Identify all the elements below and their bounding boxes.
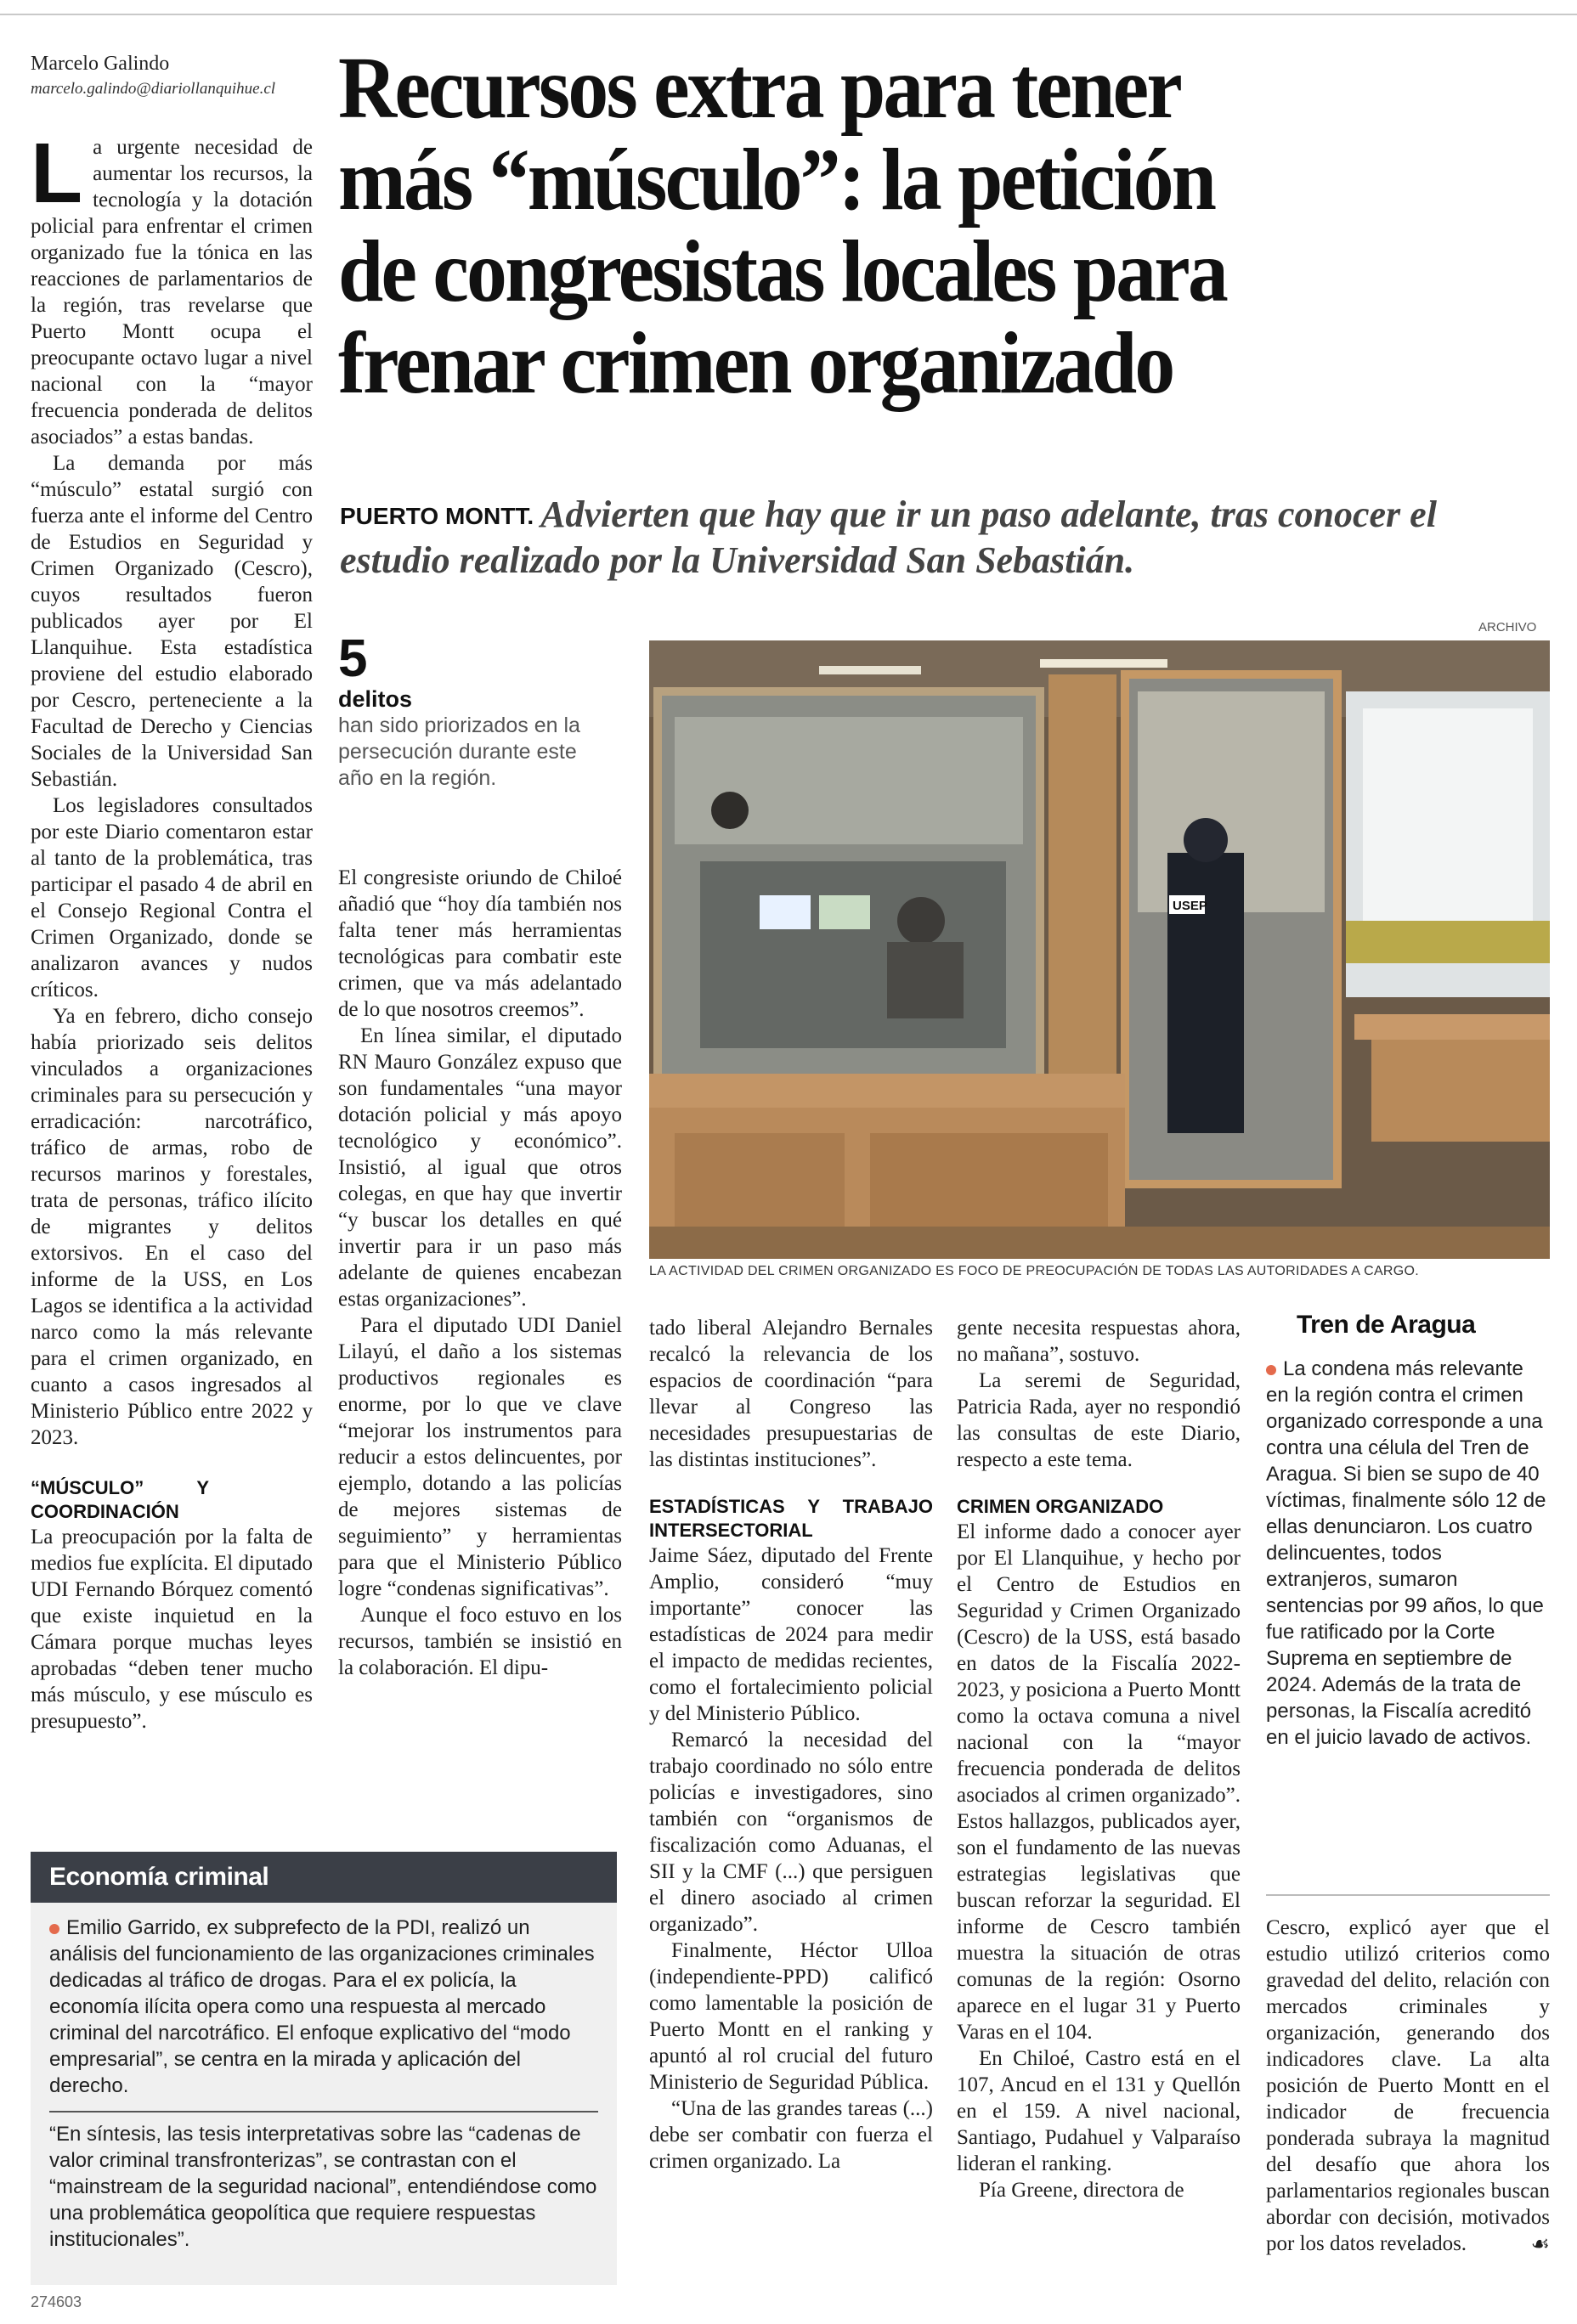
bullet-dot-icon (49, 1924, 59, 1934)
sidebar-tren-de-aragua (1266, 1308, 1550, 1751)
sidebar-economia-body (31, 1903, 617, 2099)
photo-caption: LA ACTIVIDAD DEL CRIMEN ORGANIZADO ES FOCO DE PREOCUPACIÓN DE TODAS LAS AUTORIDADES A CARGO. (649, 1264, 1420, 1278)
headline-line: frenar crimen organizado (338, 314, 1173, 412)
col1-subhead: “MÚSCULO” Y COORDINACIÓN (31, 1477, 209, 1522)
sidebar-economia-quote: “En síntesis, las tesis interpretativas sobre las “cadenas de valor criminal transfronterizas”, se contrastan con el “mainstream de la seguridad nacional”, entendiéndose como una problemática geopolítica que requiere respuestas institucionales”. (49, 2123, 597, 2251)
col2-paragraph: El congresiste oriundo de Chiloé añadió que “hoy día también nos falta tener más herramientas tecnológicas para combatir este crimen, que va más adelantado de lo que nosotros creemos”. (338, 866, 622, 1021)
column-2 (338, 865, 622, 1681)
col5-text: Cescro, explicó ayer que el estudio utilizó criterios como gravedad del delito, relación con mercados criminales y organización, generando dos indicadores clave. La alta posición de Puerto Montt en el indicador de frecuencia ponderada subraya la magnitud del desafío que ahora los parlamentarios regionales buscan abordar con decisión, motivados por los datos revelados. (1266, 1916, 1550, 2255)
column-1 (31, 126, 313, 1735)
deck-text: Advierten que hay que ir un paso adelante, tras conocer el estudio realizado por la Universidad San Sebastián. (340, 494, 1437, 581)
headline-line: Recursos extra para tener (338, 39, 1181, 137)
column-3 (649, 1315, 933, 2175)
deck-place: PUERTO MONTT. (340, 503, 534, 529)
sidebar-economia-rule (49, 2111, 598, 2112)
sidebar-economia-header (31, 1852, 617, 1903)
sidebar-economia-text: Emilio Garrido, ex subprefecto de la PDI, realizó un análisis del funcionamiento de las organizaciones criminales dedicadas al tráfico de drogas. Para el ex policía, la economía ilícita opera como una respuesta al mercado criminal del narcotráfico. El enfoque explicativo del “modo empresarial”, se centra en la mirada y aplicación del derecho. (49, 1916, 595, 2097)
vest-label: USEP (1173, 899, 1207, 913)
sidebar-tren-body (1266, 1356, 1550, 1751)
col4-paragraph: La seremi de Seguridad, Patricia Rada, ayer no respondió las consultas de este Diario, respecto a este tema. (957, 1369, 1241, 1471)
page-code: 274603 (31, 2293, 82, 2310)
top-rule (0, 14, 1577, 15)
col2-paragraph: Para el diputado UDI Daniel Lilayú, el daño a los sistemas productivos regionales es enorme, por lo que ve clave “mejorar los instrumentos para reducir a estos delincuentes, por ejemplo, dotando a las policías de mejores sistemas de seguimiento” y herramientas para que el Ministerio Público logre “condenas significativas”. (338, 1314, 622, 1600)
sidebar-tren-title: Tren de Aragua (1297, 1311, 1476, 1339)
sidebar-economia-title: Economía criminal (49, 1863, 269, 1891)
col4-paragraph: El informe dado a conocer ayer por El Llanquihue, y hecho por el Centro de Estudios en Seguridad y Crimen Organizado (Cescro) de la USS, está basado en datos de la Fiscalía 2022-2023, y posiciona a Puerto Montt como la octava comuna a nivel nacional con la “mayor frecuencia ponderada de delitos asociados al crimen organizado”. Estos hallazgos, publicados ayer, son el fundamento de las nuevas estrategias legislativas que buscan reforzar la seguridad. El informe de Cescro también muestra la situación de otras comunas de la región: Osorno aparece en el lugar 31 y Puerto Varas en el 104. (957, 1520, 1241, 2044)
col1-paragraph: a urgente necesidad de aumentar los recursos, la tecnología y la dotación policial para enfrentar el crimen organizado fue la tónica en las reacciones de parlamentarios de la región, tras revelarse que Puerto Montt ocupa el preocupante octavo lugar a nivel nacional con la “mayor frecuencia ponderada de delitos asociados” a estas bandas. (31, 136, 313, 448)
col4-paragraph: En Chiloé, Castro está en el 107, Ancud en el 131 y Quellón en el 159. A nivel nacional, Santiago, Pudahuel y Valparaíso lideran el ranking. (957, 2047, 1241, 2175)
stat-label: delitos (338, 686, 413, 712)
bullet-dot-icon (1266, 1365, 1276, 1375)
sidebar-divider (1266, 1894, 1550, 1896)
col4-subhead: CRIMEN ORGANIZADO (957, 1496, 1164, 1517)
col5-paragraph (1266, 1915, 1550, 2257)
column-5 (1266, 1915, 1550, 2257)
column-4 (957, 1315, 1241, 2203)
col4-paragraph: Pía Greene, directora de (979, 2179, 1184, 2202)
deck (340, 493, 1546, 583)
col3-paragraph: Finalmente, Héctor Ulloa (independiente-PPD) calificó como lamentable la posición de Puerto Montt en el ranking y apuntó al rol crucial del futuro Ministerio de Seguridad Pública. (649, 1939, 933, 2094)
stat-number: 5 (338, 629, 368, 688)
col3-paragraph: tado liberal Alejandro Bernales recalcó la relevancia de los espacios de coordinación “para llevar al Congreso las necesidades presupuestarias de las distintas instituciones”. (649, 1317, 933, 1471)
dropcap: L (31, 126, 83, 221)
stat-text: han sido priorizados en la persecución durante este año en la región. (338, 714, 580, 790)
byline-email[interactable]: marcelo.galindo@diariollanquihue.cl (31, 80, 276, 98)
photo-courtroom (649, 640, 1550, 1259)
col3-subhead: ESTADÍSTICAS Y TRABAJO INTERSECTORIAL (649, 1496, 933, 1541)
col3-paragraph: Remarcó la necesidad del trabajo coordinado no sólo entre policías e investigadores, sino también con “organismos de fiscalización como Aduanas, el SII y la CMF (...) que persiguen el dinero asociado al crimen organizado”. (649, 1729, 933, 1936)
sidebar-economia-criminal (31, 1852, 617, 2285)
col2-paragraph: Aunque el foco estuvo en los recursos, también se insistió en la colaboración. El dipu- (338, 1604, 622, 1679)
headline-line: más “músculo”: la petición (338, 131, 1215, 228)
headline (338, 39, 1448, 412)
sidebar-tren-text: La condena más relevante en la región contra el crimen organizado corresponde a una contra una célula del Tren de Aragua. Si bien se supo de 40 víctimas, finalmente sólo 12 de ellas denunciaron. Los cuatro delincuentes, todos extranjeros, sumaron sentencias por 99 años, lo que fue ratificado por la Corte Suprema en septiembre de 2024. Además de la trata de personas, la Fiscalía acreditó en el juicio lavado de activos. (1266, 1357, 1546, 1749)
col1-paragraph: Los legisladores consultados por este Diario comentaron estar al tanto de la problemática, tras participar el pasado 4 de abril en el Consejo Regional Contra el Crimen Organizado, donde se analizaron avances y nudos críticos. (31, 794, 313, 1001)
col3-paragraph: Jaime Sáez, diputado del Frente Amplio, consideró “muy importante” conocer las estadísticas de 2024 para medir el impacto de medidas recientes, como el fortalecimiento policial y del Ministerio Público. (649, 1544, 933, 1725)
col3-paragraph: “Una de las grandes tareas (...) debe ser combatir con fuerza el crimen organizado. La (649, 2097, 933, 2173)
headline-line: de congresistas locales para (338, 223, 1227, 320)
col2-paragraph: En línea similar, el diputado RN Mauro González expuso que son fundamentales “una mayor dotación policial y más apoyo tecnológico y económico”. Insistió, al igual que otros colegas, en que hay que invertir “y buscar los detalles en qué invertir para ir un paso más adelante de quienes encabezan estas organizaciones”. (338, 1024, 622, 1311)
byline-author: Marcelo Galindo (31, 53, 170, 75)
photo-credit: ARCHIVO (1478, 620, 1537, 635)
col1-paragraph: La preocupación por la falta de medios fue explícita. El diputado UDI Fernando Bórquez comentó que existe inquietud en la Cámara porque muchas leyes aprobadas “deben tener mucho más músculo, y ese músculo es presupuesto”. (31, 1526, 313, 1733)
end-mark-icon: ☙ (1530, 2231, 1550, 2256)
col1-paragraph: Ya en febrero, dicho consejo había priorizado seis delitos vinculados a organizaciones criminales para su persecución y erradicación: narcotráfico, tráfico de armas, robo de recursos marinos y forestales, trata de personas, tráfico ilícito de migrantes y delitos extorsivos. En el caso del informe de la USS, en Los Lagos se identifica a la actividad narco como la más relevante para el crimen organizado, en cuanto a casos ingresados al Ministerio Público entre 2022 y 2023. (31, 1005, 313, 1449)
col1-paragraph: La demanda por más “músculo” estatal surgió con fuerza ante el informe del Centro de Estudios en Seguridad y Crimen Organizado (Cescro), cuyos resultados fueron publicados ayer por El Llanquihue. Esta estadística proviene del estudio elaborado por Cescro, perteneciente a la Facultad de Derecho y Ciencias Sociales de la Universidad San Sebastián. (31, 452, 313, 791)
stat-box (338, 629, 593, 792)
courtroom-illustration (649, 640, 1550, 1259)
col4-paragraph: gente necesita respuestas ahora, no mañana”, sostuvo. (957, 1317, 1241, 1366)
